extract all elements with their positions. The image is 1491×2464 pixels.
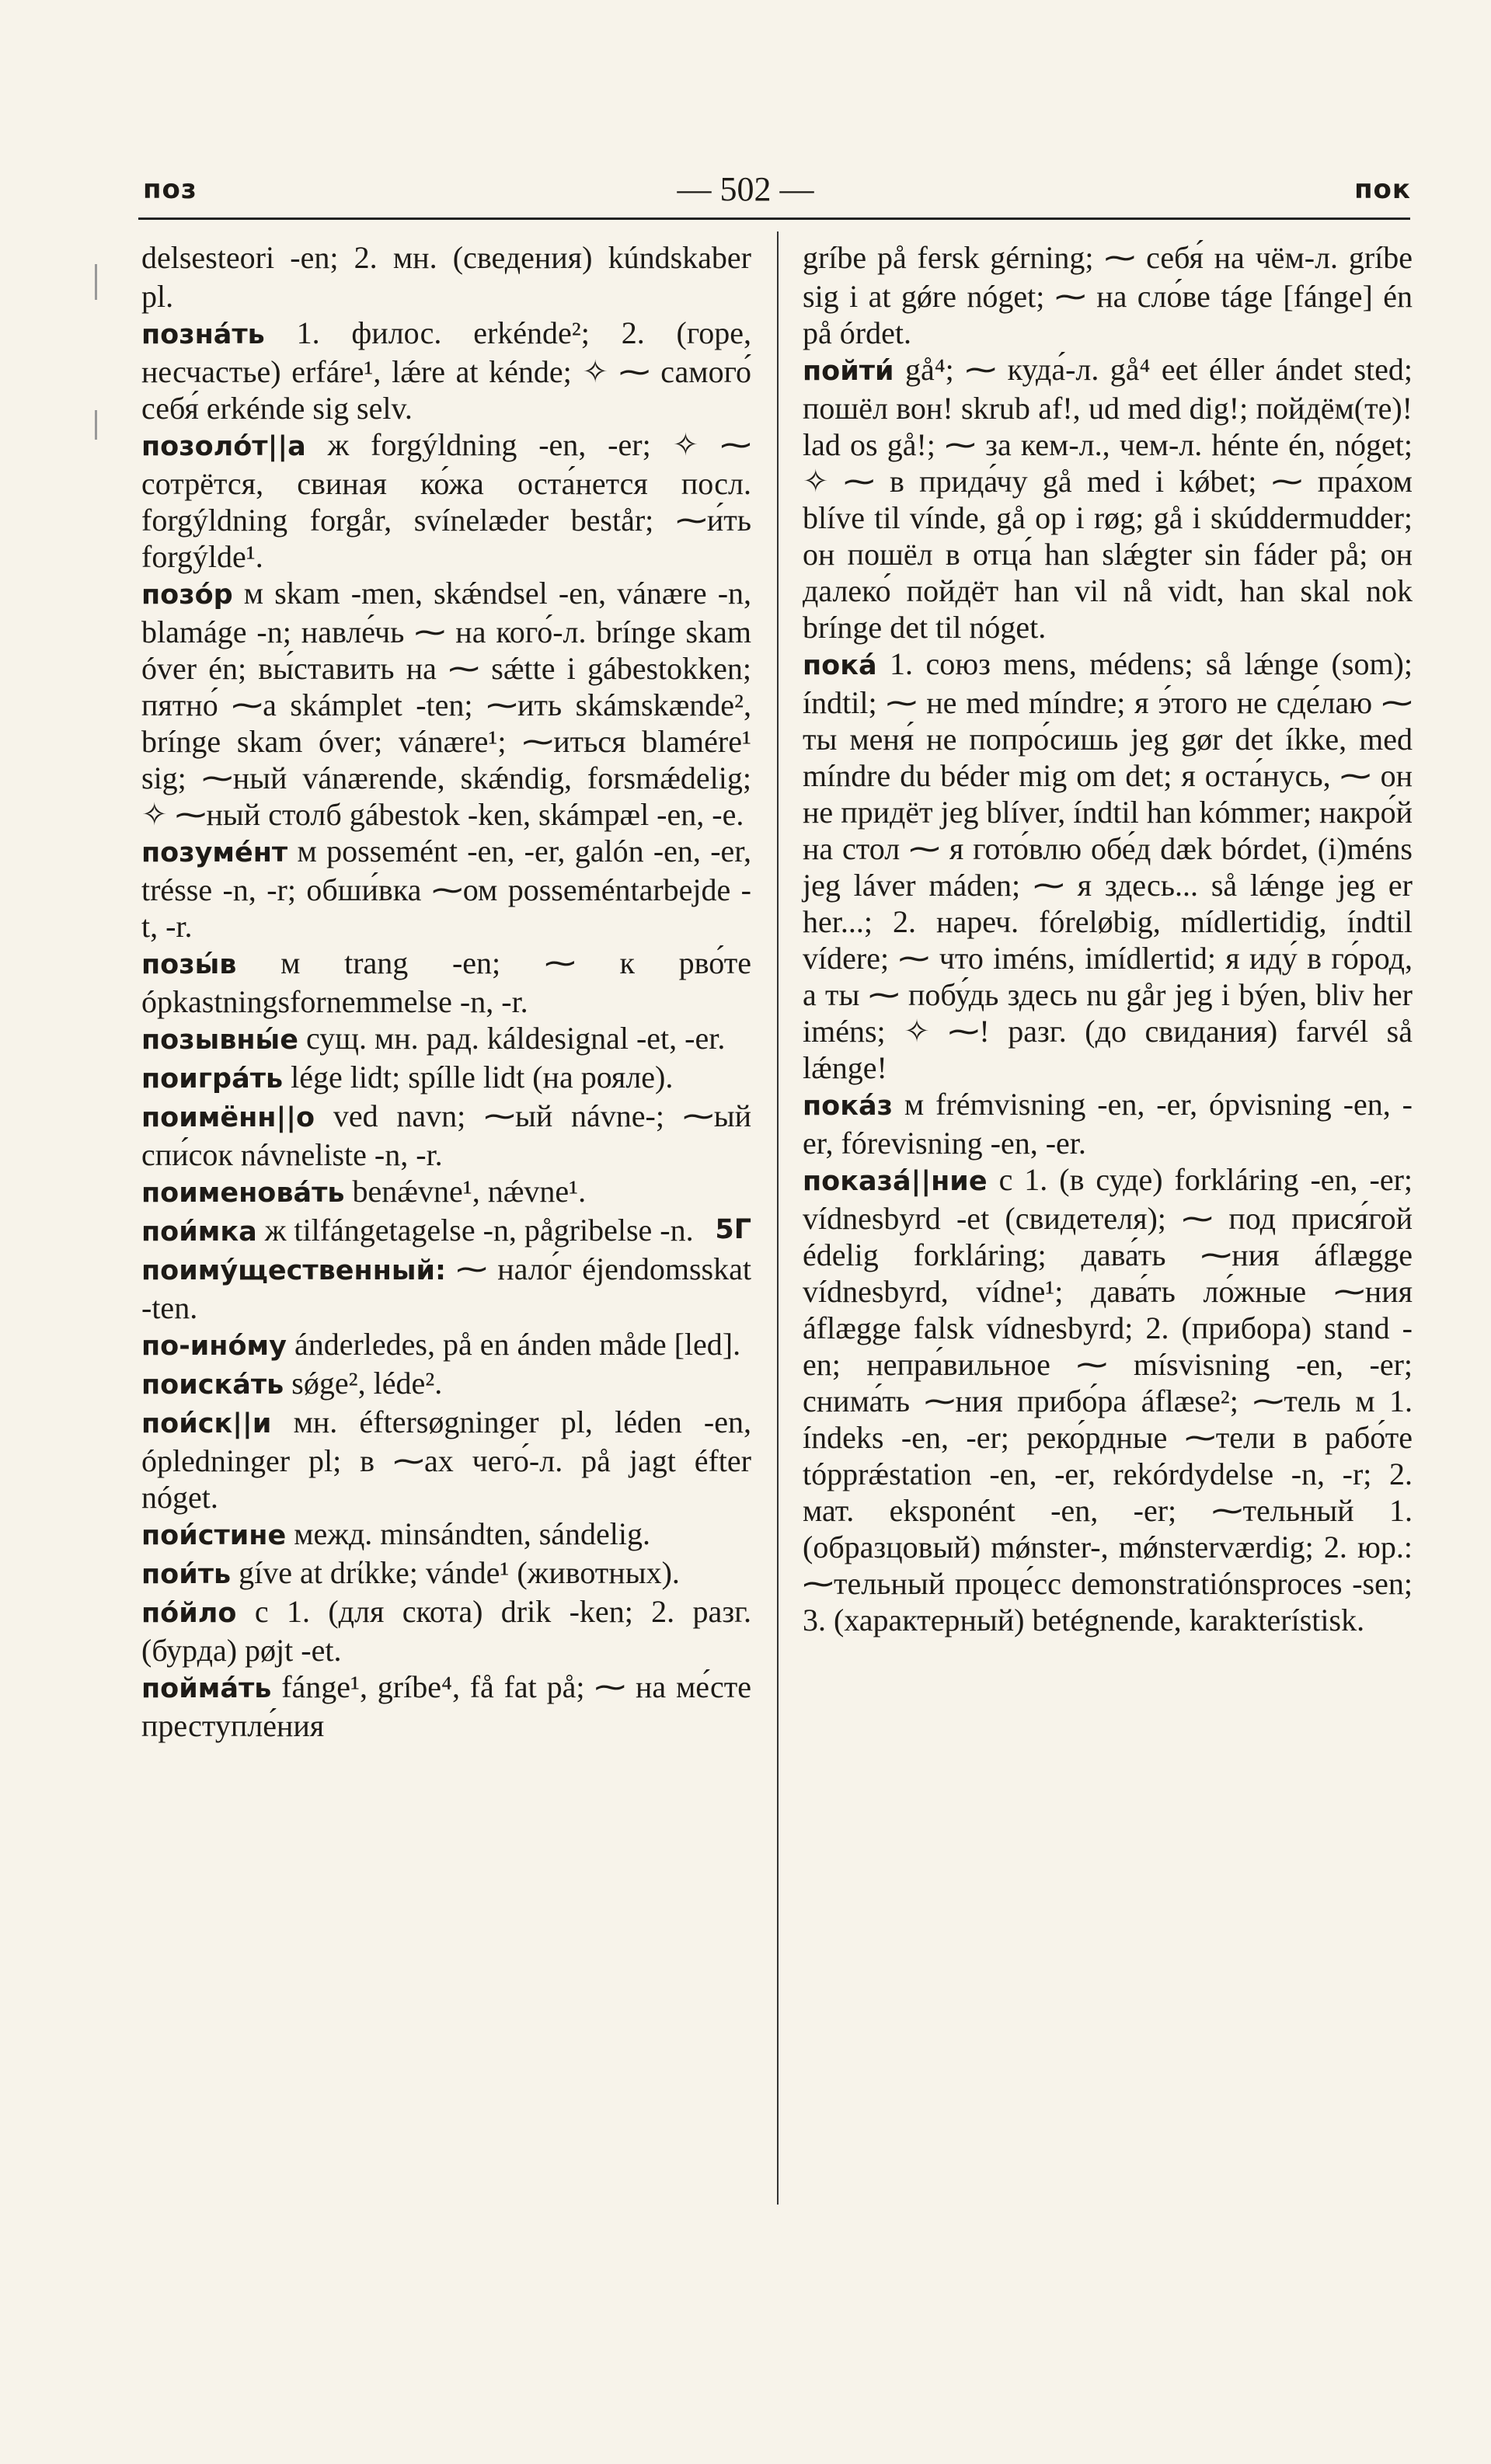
headword: поименова́ть	[141, 1178, 345, 1209]
entry-text: gríbe på fersk gérning; ⁓ себя́ на чём-л. gríbe sig i at gǿre nóget; ⁓ на сло́ве táge [fánge] én på órdet.	[803, 240, 1413, 350]
margin-mark	[95, 410, 97, 440]
running-head-left: поз	[143, 174, 197, 205]
margin-mark	[95, 264, 97, 300]
entry-text: 1. филос. erkénde²; 2. (горе, несчастье) erfáre¹, lǽre at kénde; ✧ ⁓ самого́ себя́ erkénde sig selv.	[141, 315, 751, 426]
headword: пои́мка	[141, 1216, 257, 1248]
right-column	[803, 239, 1413, 1638]
dictionary-entry	[141, 315, 751, 426]
entry-text: мн. éftersøgninger pl, léden -en, ópledninger pl; в ⁓ах чего́-л. på jagt éfter nóget.	[141, 1404, 752, 1515]
headword: позывны́е	[141, 1025, 298, 1056]
entry-text: gå⁴; ⁓ куда́-л. gå⁴ eet éller ándet sted; пошёл вон! skrub af!, ud med dig!; пойдём(те)! lad os gå!; ⁓ за кем-л., чем-л. hénte én, nóget; ✧ ⁓ в прида́чу gå med i kǿbet; ⁓ пра́хом blíve til vínde, gå op i røg; gå i skúddermudder; он пошёл в отца́ han slǽgter sin fáder på; он далеко́ пойдёт han vil nå vidt, han skal nok bríngе det til nóget.	[803, 352, 1413, 645]
dictionary-entry	[141, 1212, 751, 1251]
headword: показа́||ние	[803, 1166, 988, 1197]
headword: по́йло	[141, 1598, 237, 1629]
headword: поимённ||о	[141, 1102, 315, 1133]
headword: пока́	[803, 650, 877, 681]
dictionary-entry	[141, 1404, 751, 1516]
running-head-right: пок	[1354, 174, 1411, 205]
dictionary-entry	[141, 833, 751, 945]
dictionary-entry	[141, 575, 751, 833]
dictionary-entry	[141, 1173, 751, 1212]
dictionary-entry	[141, 945, 751, 1020]
entry-text: с 1. (в суде) forkláring -en, -er; vídnesbyrd -et (свидетеля); ⁓ под прися́гой édelig forkláring; дава́ть ⁓ния áflægge vídnesbyrd, vídne¹; дава́ть ло́жные ⁓ния áflægge falsk vídnesbyrd; 2. (прибора) stand -en; непра́вильное ⁓ mísvisning -en, -er; снима́ть ⁓ния прибо́ра áflæse²; ⁓тель м 1. índeks -en, -er; реко́рдные ⁓тели в рабо́те tópprǽstation -en, -er, rekórdydelse -n, -r; 2. мат. eksponént -en, -er; ⁓тельный 1. (образцовый) mǿnster-, mǿnsterværdig; 2. юр.: ⁓тельный проце́сс demonstratiónsproces -sen; 3. (характерный) betégnende, karakterístisk.	[803, 1162, 1413, 1637]
entry-text: м trang -en; ⁓ к рво́те ópkastningsfornemmelse -n, -r.	[141, 945, 751, 1019]
entry-text: ved navn; ⁓ый návne-; ⁓ый спи́сок návneliste -n, -r.	[141, 1098, 752, 1172]
entry-text: м skam -men, skǽndsel -en, vánære -n, blamáge -n; навле́чь ⁓ на кого́-л. bríngе skam óver én; вы́ставить на ⁓ sǽtte i gábestokken; пятно́ ⁓a skámplet -ten; ⁓ить skámskænde², brínge skam óver; vánære¹; ⁓иться blamére¹ sig; ⁓ный vánærende, skǽndig, forsmǽdelig; ✧ ⁓ный столб gábestok -ken, skámpæl -en, -e.	[141, 576, 752, 832]
headword: позы́в	[141, 949, 237, 980]
entry-text: сущ. мн. рад. káldesignal -et, -er.	[305, 1021, 726, 1056]
entry-text: lége lidt; spílle lidt (на рояле).	[291, 1060, 674, 1095]
headword: позуме́нт	[141, 837, 288, 868]
headword: поиму́щественный:	[141, 1255, 447, 1286]
page-number: — 502 —	[677, 170, 814, 208]
dictionary-entry	[141, 1098, 751, 1173]
column-divider	[777, 231, 779, 2205]
dictionary-entry	[141, 1251, 751, 1326]
headword: пойма́ть	[141, 1673, 272, 1704]
dictionary-entry	[141, 1326, 751, 1365]
entry-text: межд. minsándten, sándelig.	[294, 1516, 651, 1551]
entry-text: ⁓ нало́г éjendomsskat -ten.	[141, 1251, 751, 1325]
headword: позо́р	[141, 579, 233, 611]
dictionary-entry	[803, 646, 1413, 1086]
entry-text: sǿge², léde².	[291, 1366, 443, 1401]
dictionary-entry	[141, 1554, 751, 1593]
dictionary-entry	[141, 426, 751, 575]
headword: пока́з	[803, 1091, 893, 1122]
headword: позоло́т||а	[141, 431, 306, 462]
entry-text: м possemént -en, -er, galón -en, -er, trésse -n, -r; обши́вка ⁓ом posseméntarbejde -t, -r.	[141, 834, 752, 944]
headword: пои́стине	[141, 1520, 287, 1551]
left-column	[141, 239, 751, 1744]
dictionary-entry	[141, 1020, 751, 1059]
dictionary-entry	[141, 1365, 751, 1404]
dictionary-entry	[141, 1516, 751, 1554]
headword: по-ино́му	[141, 1331, 287, 1362]
entry-text: delsesteori -en; 2. мн. (сведения) kúndskaber pl.	[141, 240, 751, 314]
dictionary-entry	[141, 1669, 751, 1744]
entry-text: ж tilfángetagelse -n, pågribelse -n.	[264, 1213, 694, 1248]
headword: пойти́	[803, 356, 894, 387]
dictionary-entry	[803, 1161, 1413, 1638]
header-rule	[138, 218, 1410, 220]
dictionary-entry	[141, 1059, 751, 1098]
dictionary-entry	[803, 1086, 1413, 1161]
entry-text: ánderledes, på en ánden måde [led].	[294, 1327, 741, 1362]
entry-text: fánge¹, gríbe⁴, få fat på; ⁓ на ме́сте преступле́ния	[141, 1669, 752, 1743]
entry-text: с 1. (для скота) drik -ken; 2. разг. (бурда) pøjt -et.	[141, 1594, 752, 1668]
headword: поиска́ть	[141, 1369, 284, 1401]
signature-mark: 5Г	[715, 1214, 751, 1245]
entry-text: ж forgýldning -en, -er; ✧ ⁓ сотрётся, свиная ко́жа оста́нется посл. forgýldning forgår, svínelæder består; ⁓и́ть forgýlde¹.	[141, 427, 751, 574]
headword: пои́ск||и	[141, 1408, 272, 1439]
dictionary-entry	[803, 239, 1413, 351]
dictionary-entry	[141, 1593, 751, 1669]
headword: позна́ть	[141, 319, 265, 350]
dictionary-entry	[141, 239, 751, 315]
entry-text: м frémvisning -en, -er, ópvisning -en, -er, fórevisning -en, -er.	[803, 1087, 1413, 1161]
dictionary-entry	[803, 351, 1413, 646]
headword: поигра́ть	[141, 1063, 284, 1095]
headword: пои́ть	[141, 1559, 232, 1590]
entry-text: 1. союз mens, médens; så lǽnge (som); índtil; ⁓ не med míndre; я э́того не сде́лаю ⁓ ты меня́ не попро́сишь jeg gør det íkke, med míndre du béder mig om det; я оста́нусь, ⁓ он не придёт jeg blíver, índtil han kómmer; накро́й на стол ⁓ я гото́влю обе́д dæk bórdet, (i)méns jeg láver máden; ⁓ я здесь... så lǽnge jeg er her...; 2. нареч. fóreløbig, mídlertidig, índtil vídere; ⁓ что iméns, imídlertid; я иду́ в го́род, а ты ⁓ побу́дь здесь nu går jeg i býen, bliv her iméns; ✧ ⁓! разг. (до свидания) farvél så lǽnge!	[803, 646, 1413, 1085]
entry-text: benǽvne¹, nǽvne¹.	[352, 1174, 587, 1209]
entry-text: gíve at drίkke; vánde¹ (животных).	[239, 1555, 680, 1590]
